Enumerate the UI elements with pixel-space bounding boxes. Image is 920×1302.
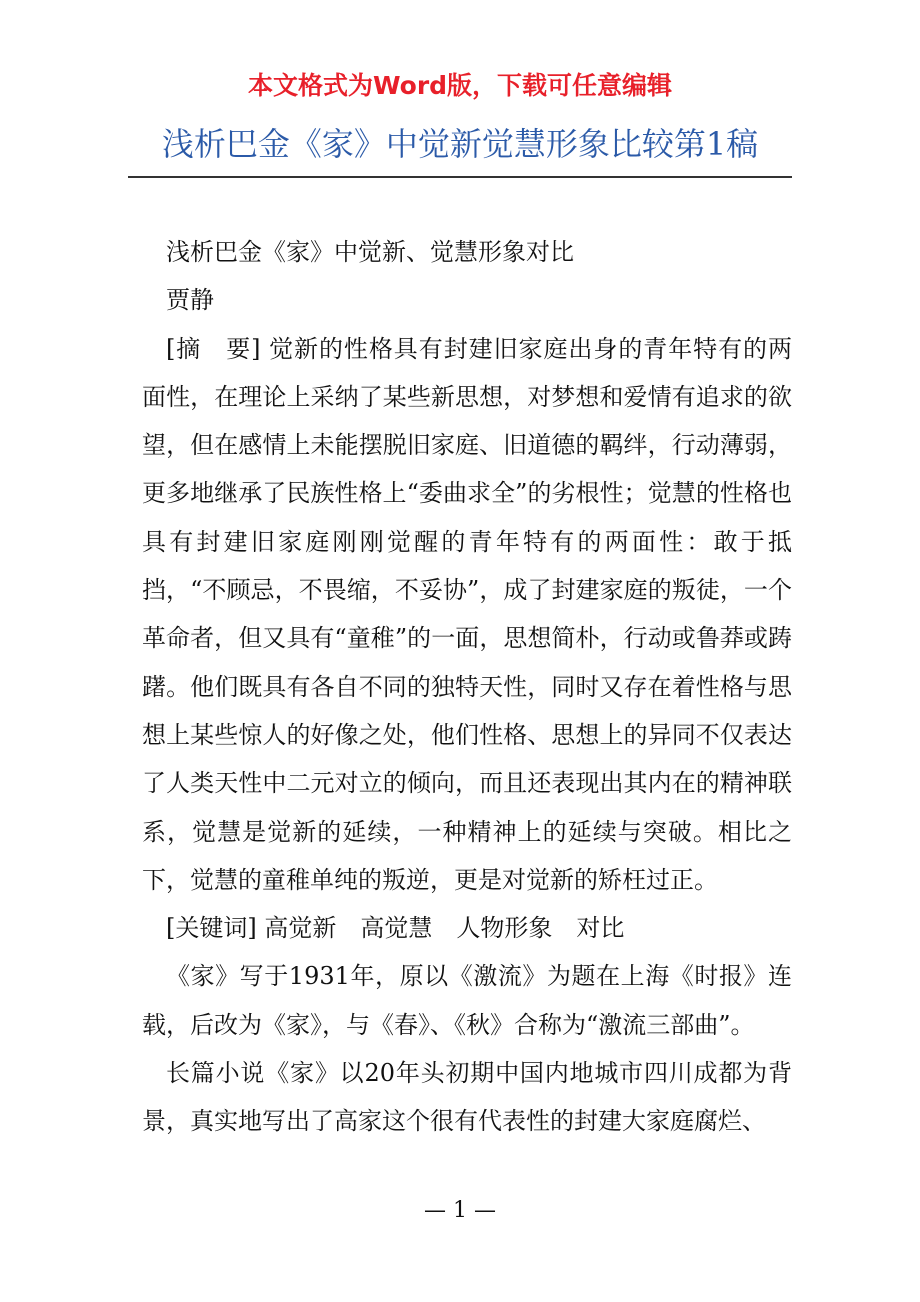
abstract-paragraph: [摘 要] 觉新的性格具有封建旧家庭出身的青年特有的两面性，在理论上采纳了某些新思想，对梦想和爱情有追求的欲望，但在感情上未能摆脱旧家庭、旧道德的羁绊，行动薄弱，更多地继承了民族性格上“委曲求全”的劣根性；觉慧的性格也具有封建旧家庭刚刚觉醒的青年特有的两面性：敢于抵挡，“不顾忌，不畏缩，不妥协”，成了封建家庭的叛徒，一个革命者，但又具有“童稚”的一面，思想简朴，行动或鲁莽或踌躇。他们既具有各自不同的独特天性，同时又存在着性格与思想上某些惊人的好像之处，他们性格、思想上的异同不仅表达了人类天性中二元对立的倾向，而且还表现出其内在的精神联系，觉慧是觉新的延续，一种精神上的延续与突破。相比之下，觉慧的童稚单纯的叛逆，更是对觉新的矫枉过正。 <box>142 334 792 894</box>
article-author: 贾静 <box>166 286 214 315</box>
body-paragraph-1: 《家》写于1931年，原以《激流》为题在上海《时报》连载，后改为《家》，与《春》、《秋》合称为“激流三部曲”。 <box>142 962 792 1039</box>
document-title: 浅析巴金《家》中觉新觉慧形象比较第1稿 <box>161 125 759 163</box>
body-paragraph-2: 长篇小说《家》以20年头初期中国内地城市四川成都为背景，真实地写出了高家这个很有代表性的封建大家庭腐烂、 <box>142 1059 792 1136</box>
article-subtitle: 浅析巴金《家》中觉新、觉慧形象对比 <box>166 238 574 266</box>
title-divider <box>128 176 792 178</box>
format-notice: 本文格式为Word版，下载可任意编辑 <box>247 71 673 100</box>
page-number: — 1 — <box>424 1198 496 1223</box>
keywords-line: [关键词] 高觉新 高觉慧 人物形象 对比 <box>166 914 625 943</box>
article-body <box>142 228 792 1146</box>
